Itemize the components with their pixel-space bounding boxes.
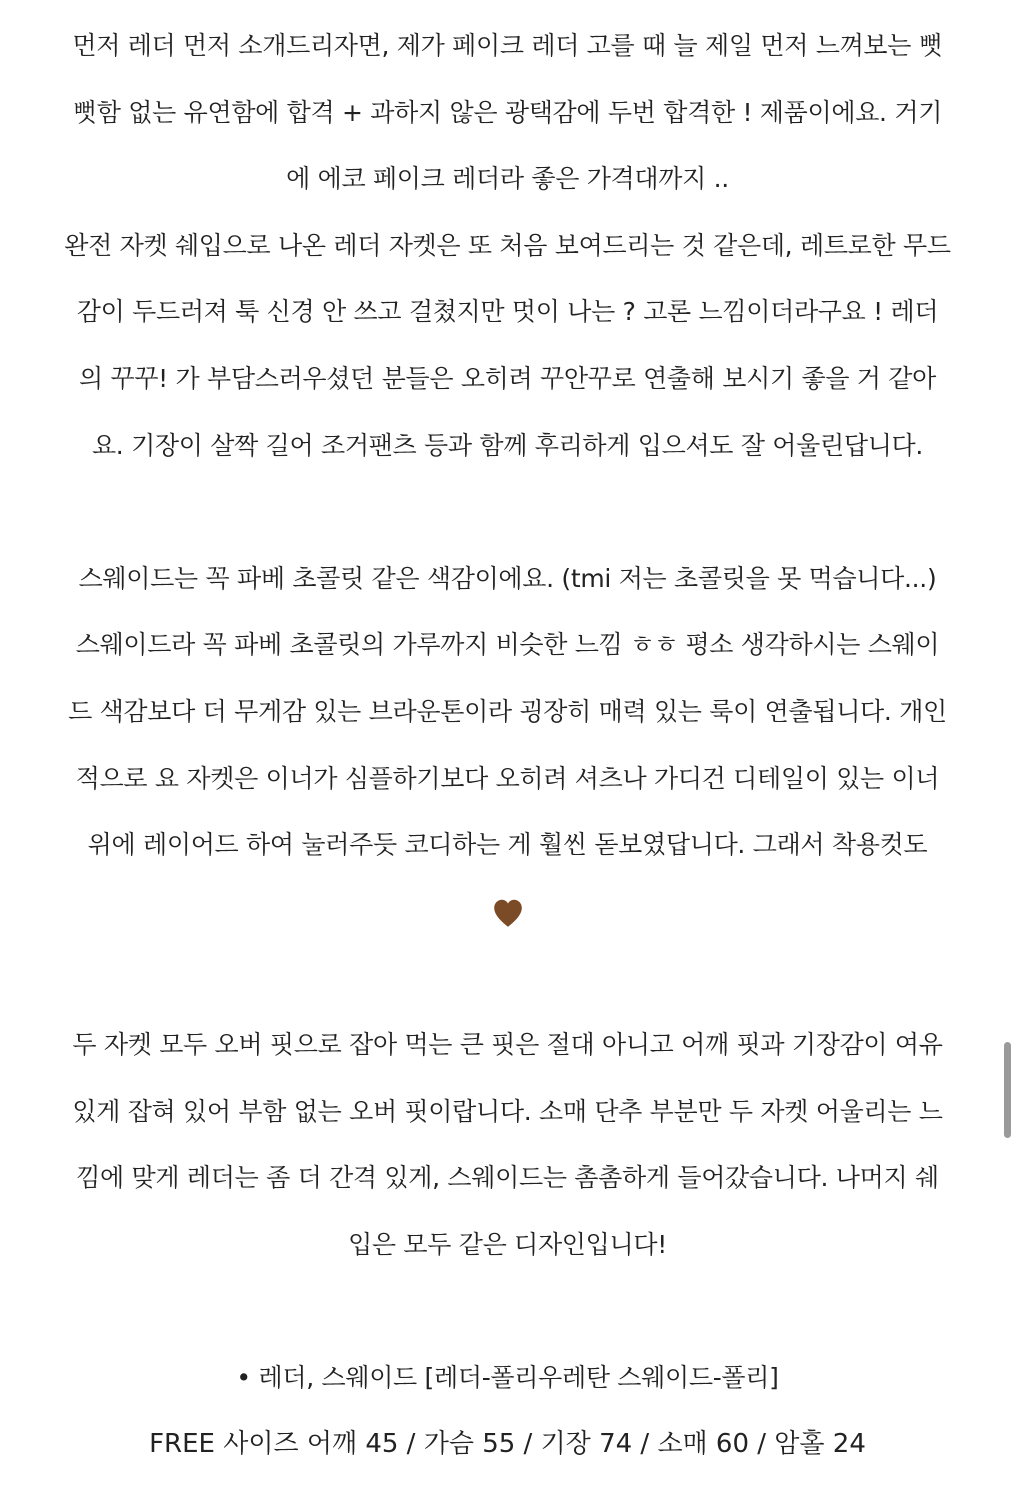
material-line: • 레더, 스웨이드 [레더-폴리우레탄 스웨이드-폴리] — [236, 1362, 779, 1392]
product-specs — [40, 1345, 975, 1478]
text-line: 스웨이드는 꼭 파베 초콜릿 같은 색감이에요. (tmi 저는 초콜릿을 못 먹습니다...) — [78, 563, 937, 593]
text-line: 적으로 요 자켓은 이너가 심플하기보다 오히려 셔츠나 가디건 디테일이 있는 이너 — [75, 763, 940, 793]
text-line: 요. 기장이 살짝 길어 조거팬츠 등과 함께 후리하게 입으셔도 잘 어울린답니다. — [91, 430, 924, 460]
article-body — [40, 13, 975, 1478]
text-line: 뻣함 없는 유연함에 합격 + 과하지 않은 광택감에 두번 합격한 ! 제품이에요. 거기 — [72, 97, 943, 127]
paragraph-suede-intro — [40, 546, 975, 946]
text-line: 낌에 맞게 레더는 좀 더 간격 있게, 스웨이드는 촘촘하게 들어갔습니다. 나머지 쉐 — [76, 1163, 939, 1193]
paragraph-spacer — [40, 945, 975, 1012]
text-line: 위에 레이어드 하여 눌러주듯 코디하는 게 훨씬 돋보였답니다. 그래서 착용컷도 — [87, 830, 928, 860]
paragraph-spacer — [40, 1278, 975, 1345]
text-line: 완전 자켓 쉐입으로 나온 레더 자켓은 또 처음 보여드리는 것 같은데, 레트로한 무드 — [64, 230, 951, 260]
text-line: 감이 두드러져 툭 신경 안 쓰고 걸쳤지만 멋이 나는 ? 고론 느낌이더라구요 ! 레더 — [76, 297, 939, 327]
paragraph-fit — [40, 1012, 975, 1278]
paragraph-spacer — [40, 479, 975, 546]
text-line: 두 자켓 모두 오버 핏으로 잡아 먹는 큰 핏은 절대 아니고 어깨 핏과 기장감이 여유 — [72, 1029, 943, 1059]
text-line: 입은 모두 같은 디자인입니다! — [348, 1229, 667, 1259]
text-line: 스웨이드라 꼭 파베 초콜릿의 가루까지 비슷한 느낌 ㅎㅎ 평소 생각하시는 스웨이 — [75, 630, 940, 660]
text-line: 에 에코 페이크 레더라 좋은 가격대까지 .. — [286, 164, 729, 194]
text-line: 의 꾸꾸! 가 부담스러우셨던 분들은 오히려 꾸안꾸로 연출해 보시기 좋을 거 같아 — [78, 363, 937, 393]
text-line: 드 색감보다 더 무게감 있는 브라운톤이라 굉장히 매력 있는 룩이 연출됩니다. 개인 — [68, 696, 947, 726]
scrollbar-thumb[interactable] — [1004, 1042, 1011, 1138]
heart-line — [40, 879, 975, 946]
size-line: FREE 사이즈 어깨 45 / 가슴 55 / 기장 74 / 소매 60 / 암홀 24 — [149, 1429, 866, 1460]
text-line: 있게 잡혀 있어 부함 없는 오버 핏이랍니다. 소매 단추 부분만 두 자켓 어울리는 느 — [72, 1096, 943, 1126]
paragraph-leather-intro — [40, 13, 975, 479]
text-line: 먼저 레더 먼저 소개드리자면, 제가 페이크 레더 고를 때 늘 제일 먼저 느껴보는 뻣 — [72, 31, 943, 60]
brown-heart-icon — [491, 896, 525, 930]
